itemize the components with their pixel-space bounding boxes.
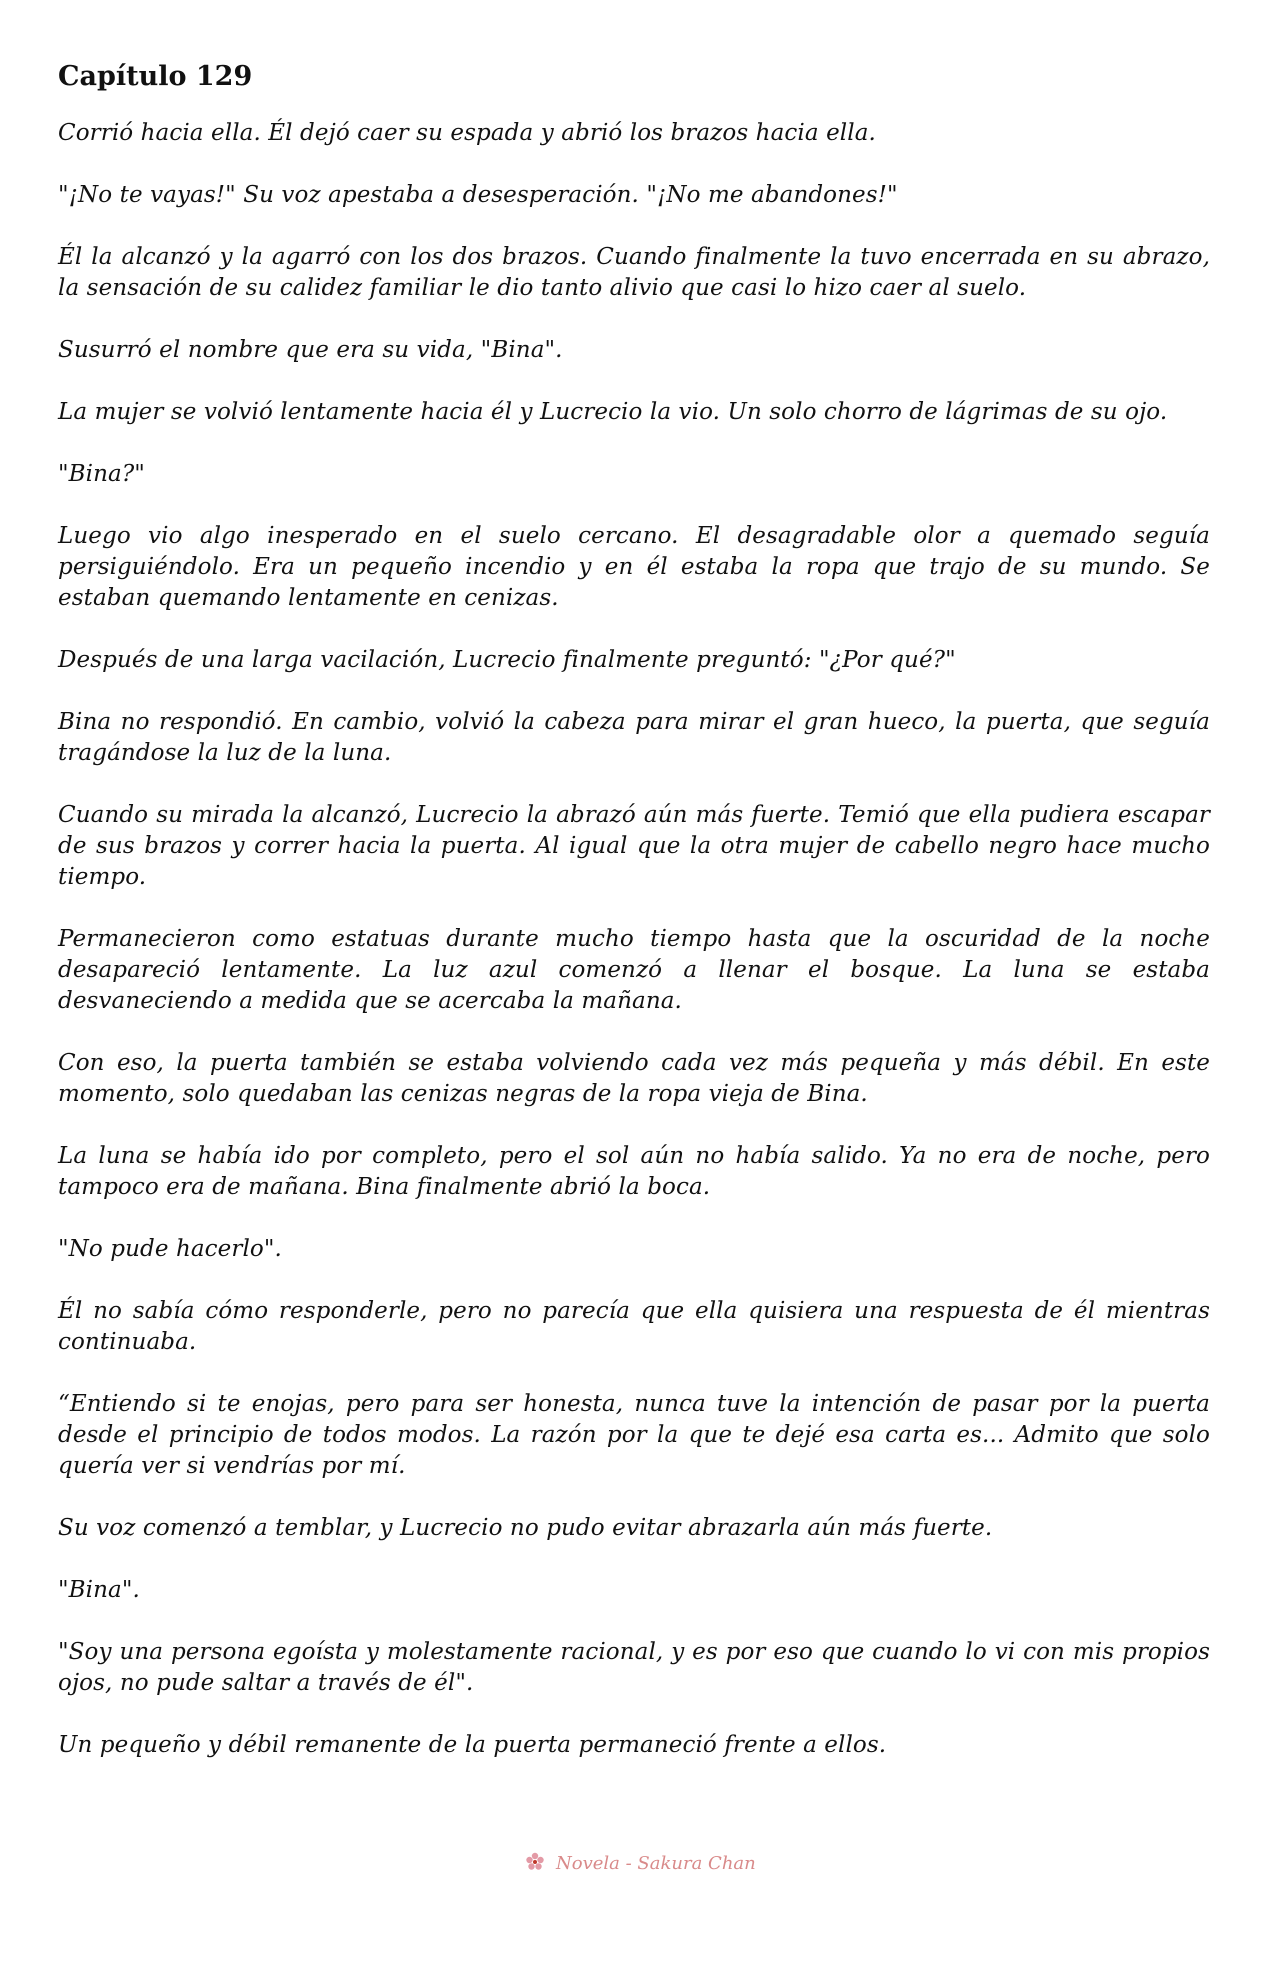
paragraph: Él la alcanzó y la agarró con los dos brazos. Cuando finalmente la tuvo encerrada en su abrazo, la sensación de su calidez familiar le dio tanto alivio que casi lo hizo caer al suelo. <box>58 244 1210 301</box>
watermark-footer <box>0 1851 1280 1874</box>
paragraph: Bina no respondió. En cambio, volvió la cabeza para mirar el gran hueco, la puerta, que seguía tragándose la luz de la luna. <box>58 709 1210 766</box>
paragraph: Cuando su mirada la alcanzó, Lucrecio la abrazó aún más fuerte. Temió que ella pudiera escapar de sus brazos y correr hacia la puerta. Al igual que la otra mujer de cabello negro hace mucho tiempo. <box>58 802 1210 890</box>
paragraph: “Entiendo si te enojas, pero para ser honesta, nunca tuve la intención de pasar por la puerta desde el principio de todos modos. La razón por la que te dejé esa carta es... Admito que solo quería ver si vendrías por mí. <box>58 1391 1210 1479</box>
paragraph: La mujer se volvió lentamente hacia él y Lucrecio la vio. Un solo chorro de lágrimas de su ojo. <box>58 399 1168 425</box>
paragraph: Él no sabía cómo responderle, pero no parecía que ella quisiera una respuesta de él mientras continuaba. <box>58 1298 1210 1355</box>
paragraph: "Soy una persona egoísta y molestamente racional, y es por eso que cuando lo vi con mis propios ojos, no pude saltar a través de él". <box>58 1639 1210 1696</box>
paragraph: Después de una larga vacilación, Lucrecio finalmente preguntó: "¿Por qué?" <box>58 647 956 673</box>
paragraph: Luego vio algo inesperado en el suelo cercano. El desagradable olor a quemado seguía persiguiéndolo. Era un pequeño incendio y en él estaba la ropa que trajo de su mundo. Se estaban quemando lentamente en cenizas. <box>58 523 1210 611</box>
paragraph: Permanecieron como estatuas durante mucho tiempo hasta que la oscuridad de la noche desapareció lentamente. La luz azul comenzó a llenar el bosque. La luna se estaba desvaneciendo a medida que se acercaba la mañana. <box>58 926 1210 1014</box>
paragraph: Con eso, la puerta también se estaba volviendo cada vez más pequeña y más débil. En este momento, solo quedaban las cenizas negras de la ropa vieja de Bina. <box>58 1050 1210 1107</box>
watermark-text: Novela - Sakura Chan <box>556 1853 756 1874</box>
paragraph: Corrió hacia ella. Él dejó caer su espada y abrió los brazos hacia ella. <box>58 120 876 146</box>
paragraph: "No pude hacerlo". <box>58 1236 282 1262</box>
paragraph: "Bina?" <box>58 461 145 487</box>
paragraph: La luna se había ido por completo, pero el sol aún no había salido. Ya no era de noche, pero tampoco era de mañana. Bina finalmente abrió la boca. <box>58 1143 1210 1200</box>
chapter-title: Capítulo 129 <box>58 61 253 92</box>
paragraph: Un pequeño y débil remanente de la puerta permaneció frente a ellos. <box>58 1732 887 1758</box>
paragraph: "¡No te vayas!" Su voz apestaba a desesperación. "¡No me abandones!" <box>58 182 898 208</box>
paragraph: "Bina". <box>58 1577 140 1603</box>
document-page <box>58 58 1210 1792</box>
paragraph: Su voz comenzó a temblar, y Lucrecio no pudo evitar abrazarla aún más fuerte. <box>58 1515 993 1541</box>
chapter-body <box>58 118 1210 1761</box>
cherry-blossom-icon <box>524 1851 546 1873</box>
paragraph: Susurró el nombre que era su vida, "Bina". <box>58 337 563 363</box>
